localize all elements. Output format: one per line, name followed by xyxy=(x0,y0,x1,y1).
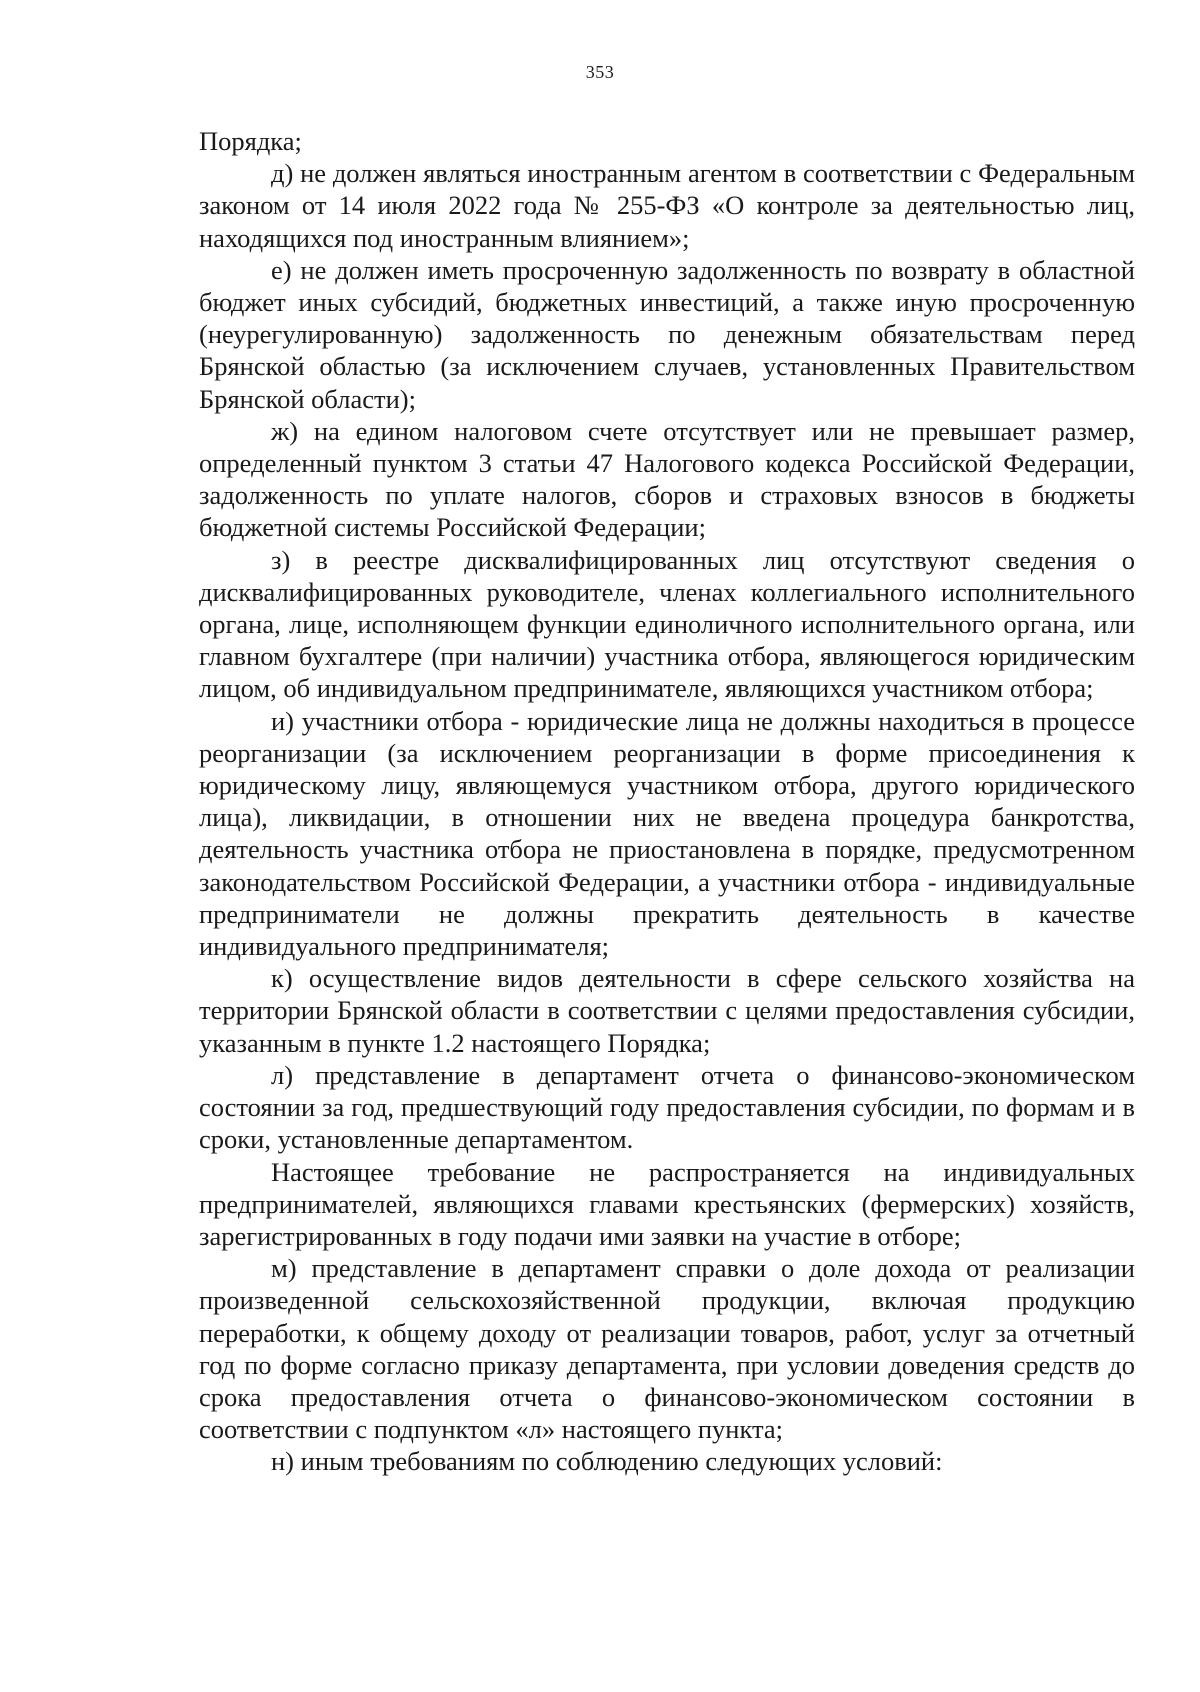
paragraph-item-z: з) в реестре дисквалифицированных лиц отсутствуют сведения о дисквалифицированных руководителе, членах коллегиального исполнительного органа, лице, исполняющем функции единоличного исполнительного органа, или главном бухгалтере (при наличии) участника отбора, являющегося юридическим лицом, об индивидуальном предпринимателе, являющихся участником отбора; xyxy=(199,544,1135,704)
document-body xyxy=(199,125,1135,1478)
paragraph-item-e: е) не должен иметь просроченную задолженность по возврату в областной бюджет иных субсидий, бюджетных инвестиций, а также иную просроченную (неурегулированную) задолженность по денежным обязательствам перед Брянской областью (за исключением случаев, установленных Правительством Брянской области); xyxy=(199,254,1135,414)
paragraph-item-n: н) иным требованиям по соблюдению следующих условий: xyxy=(271,1446,943,1477)
paragraph-requirement-note: Настоящее требование не распространяется на индивидуальных предпринимателей, являющихся главами крестьянских (фермерских) хозяйств, зарегистрированных в году подачи ими заявки на участие в отборе; xyxy=(199,1156,1135,1251)
paragraph-item-k: к) осуществление видов деятельности в сфере сельского хозяйства на территории Брянской области в соответствии с целями предоставления субсидии, указанным в пункте 1.2 настоящего Порядка; xyxy=(199,963,1135,1058)
paragraph-continuation: Порядка; xyxy=(199,126,302,156)
paragraph-item-i: и) участники отбора - юридические лица не должны находиться в процессе реорганизации (за исключением реорганизации в форме присоединения к юридическому лицу, являющемуся участником отбора, другого юридического лица), ликвидации, в отношении них не введена процедура банкротства, деятельность участника отбора не приостановлена в порядке, предусмотренном законодательством Российской Федерации, а участники отбора - индивидуальные предприниматели не должны прекратить деятельность в качестве индивидуального предпринимателя; xyxy=(199,705,1135,962)
paragraph-item-zh: ж) на едином налоговом счете отсутствует или не превышает размер, определенный пунктом 3 статьи 47 Налогового кодекса Российской Федерации, задолженность по уплате налогов, сборов и страховых взносов в бюджеты бюджетной системы Российской Федерации; xyxy=(199,415,1135,543)
paragraph-item-m: м) представление в департамент справки о доле дохода от реализации произведенной сельскохозяйственной продукции, включая продукцию переработки, к общему доходу от реализации товаров, работ, услуг за отчетный год по форме согласно приказу департамента, при условии доведения средств до срока предоставления отчета о финансово-экономическом состоянии в соответствии с подпунктом «л» настоящего пункта; xyxy=(199,1253,1135,1445)
paragraph-item-l: л) представление в департамент отчета о финансово-экономическом состоянии за год, предшествующий году предоставления субсидии, по формам и в сроки, установленные департаментом. xyxy=(199,1059,1135,1155)
page-number: 353 xyxy=(585,62,615,82)
paragraph-item-d: д) не должен являться иностранным агентом в соответствии с Федеральным законом от 14 июля 2022 года № 255-ФЗ «О контроле за деятельностью лиц, находящихся под иностранным влиянием»; xyxy=(199,158,1135,253)
